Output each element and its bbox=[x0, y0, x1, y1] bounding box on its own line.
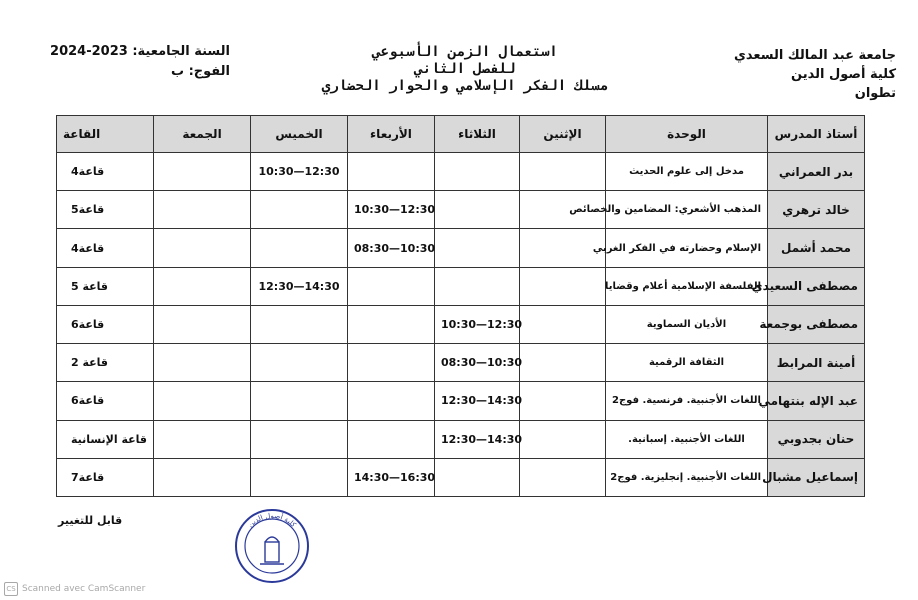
wednesday-cell: 08:30—10:30 bbox=[348, 229, 435, 267]
teacher-cell: أمينة المرابط bbox=[768, 344, 865, 382]
table-row bbox=[57, 191, 865, 229]
tuesday-cell bbox=[435, 153, 520, 191]
subject-to-change-note: قابل للتغيير bbox=[58, 514, 123, 527]
thursday-cell bbox=[251, 420, 348, 458]
monday-cell bbox=[520, 305, 606, 343]
table-row bbox=[57, 382, 865, 420]
table-header-row bbox=[57, 116, 865, 153]
monday-cell bbox=[520, 344, 606, 382]
teacher-cell: عبد الإله بنتهامي bbox=[768, 382, 865, 420]
teacher-cell: إسماعيل مشبال bbox=[768, 458, 865, 496]
thursday-cell bbox=[251, 344, 348, 382]
col-header-teacher: أستاذ المدرس bbox=[768, 116, 865, 153]
wednesday-cell bbox=[348, 382, 435, 420]
col-header-friday: الجمعة bbox=[154, 116, 251, 153]
wednesday-cell bbox=[348, 305, 435, 343]
table-row bbox=[57, 153, 865, 191]
wednesday-cell: 10:30—12:30 bbox=[348, 191, 435, 229]
col-header-thursday: الخميس bbox=[251, 116, 348, 153]
faculty-stamp bbox=[232, 508, 312, 584]
schedule-title: استعمال الزمن الأسبوعي bbox=[372, 44, 558, 60]
unit-cell: مدخل إلى علوم الحديث bbox=[606, 153, 768, 191]
group-label: الفوج: ب bbox=[170, 64, 230, 79]
tuesday-cell: 10:30—12:30 bbox=[435, 305, 520, 343]
thursday-cell bbox=[251, 229, 348, 267]
room-cell: قاعة6 bbox=[57, 305, 154, 343]
tuesday-cell bbox=[435, 267, 520, 305]
room-cell: قاعة4 bbox=[57, 153, 154, 191]
program-label: مسلك الفكر الإسلامي والحوار الحضاري bbox=[321, 78, 609, 94]
unit-cell: الأديان السماوية bbox=[606, 305, 768, 343]
room-cell: قاعة5 bbox=[57, 191, 154, 229]
table-row bbox=[57, 305, 865, 343]
year-group-block bbox=[50, 42, 230, 82]
table-row bbox=[57, 420, 865, 458]
room-cell: قاعة 2 bbox=[57, 344, 154, 382]
watermark-text: Scanned avec CamScanner bbox=[22, 584, 146, 594]
semester-label: للفصل الثاني bbox=[414, 61, 516, 77]
tuesday-cell bbox=[435, 458, 520, 496]
thursday-cell: 10:30—12:30 bbox=[251, 153, 348, 191]
thursday-cell bbox=[251, 191, 348, 229]
academic-year: السنة الجامعية: 2023-2024 bbox=[50, 44, 230, 59]
friday-cell bbox=[154, 382, 251, 420]
teacher-cell: مصطفى السعيدي bbox=[768, 267, 865, 305]
table-row bbox=[57, 458, 865, 496]
room-cell: قاعة4 bbox=[57, 229, 154, 267]
unit-cell: الفلسفة الإسلامية أعلام وقضايا bbox=[606, 267, 768, 305]
unit-cell: المذهب الأشعري: المضامين والخصائص bbox=[606, 191, 768, 229]
city-name: تطوان bbox=[854, 86, 896, 101]
friday-cell bbox=[154, 305, 251, 343]
table-row bbox=[57, 267, 865, 305]
teacher-cell: محمد أشمل bbox=[768, 229, 865, 267]
thursday-cell bbox=[251, 382, 348, 420]
tuesday-cell bbox=[435, 229, 520, 267]
unit-cell: الإسلام وحضارته في الفكر الغربي bbox=[606, 229, 768, 267]
wednesday-cell: 14:30—16:30 bbox=[348, 458, 435, 496]
room-cell: قاعة الإنسانية bbox=[57, 420, 154, 458]
thursday-cell: 12:30—14:30 bbox=[251, 267, 348, 305]
teacher-cell: حنان بجدوبي bbox=[768, 420, 865, 458]
teacher-cell: خالد ترهري bbox=[768, 191, 865, 229]
unit-cell: اللغات الأجنبية. إسبانية. bbox=[606, 420, 768, 458]
wednesday-cell bbox=[348, 153, 435, 191]
friday-cell bbox=[154, 458, 251, 496]
friday-cell bbox=[154, 229, 251, 267]
friday-cell bbox=[154, 267, 251, 305]
schedule-title-block bbox=[300, 44, 630, 95]
stamp-text: كلية أصول الدين bbox=[246, 511, 298, 529]
camscanner-logo-icon: CS bbox=[4, 582, 18, 596]
tuesday-cell bbox=[435, 191, 520, 229]
tuesday-cell: 08:30—10:30 bbox=[435, 344, 520, 382]
unit-cell: الثقافة الرقمية bbox=[606, 344, 768, 382]
monday-cell bbox=[520, 267, 606, 305]
tuesday-cell: 12:30—14:30 bbox=[435, 420, 520, 458]
faculty-name: كلية أصول الدين bbox=[791, 67, 896, 82]
friday-cell bbox=[154, 191, 251, 229]
teacher-cell: مصطفى بوجمعة bbox=[768, 305, 865, 343]
unit-cell: اللغات الأجنبية. إنجليزية. فوج2 bbox=[606, 458, 768, 496]
tuesday-cell: 12:30—14:30 bbox=[435, 382, 520, 420]
room-cell: قاعة7 bbox=[57, 458, 154, 496]
col-header-room: القاعة bbox=[57, 116, 154, 153]
wednesday-cell bbox=[348, 420, 435, 458]
room-cell: قاعة 5 bbox=[57, 267, 154, 305]
col-header-tuesday: الثلاثاء bbox=[435, 116, 520, 153]
friday-cell bbox=[154, 420, 251, 458]
room-cell: قاعة6 bbox=[57, 382, 154, 420]
university-name: جامعة عبد المالك السعدي bbox=[733, 48, 896, 63]
unit-cell: اللغات الأجنبية. فرنسية. فوج2 bbox=[606, 382, 768, 420]
monday-cell bbox=[520, 382, 606, 420]
friday-cell bbox=[154, 344, 251, 382]
col-header-monday: الإثنين bbox=[520, 116, 606, 153]
camscanner-watermark bbox=[4, 582, 145, 596]
teacher-cell: بدر العمراني bbox=[768, 153, 865, 191]
thursday-cell bbox=[251, 305, 348, 343]
monday-cell bbox=[520, 420, 606, 458]
col-header-wednesday: الأربعاء bbox=[348, 116, 435, 153]
thursday-cell bbox=[251, 458, 348, 496]
monday-cell bbox=[520, 458, 606, 496]
monday-cell bbox=[520, 153, 606, 191]
schedule-table bbox=[56, 115, 865, 497]
wednesday-cell bbox=[348, 344, 435, 382]
col-header-unit: الوحدة bbox=[606, 116, 768, 153]
wednesday-cell bbox=[348, 267, 435, 305]
table-row bbox=[57, 344, 865, 382]
table-row bbox=[57, 229, 865, 267]
friday-cell bbox=[154, 153, 251, 191]
institution-block bbox=[734, 46, 896, 103]
